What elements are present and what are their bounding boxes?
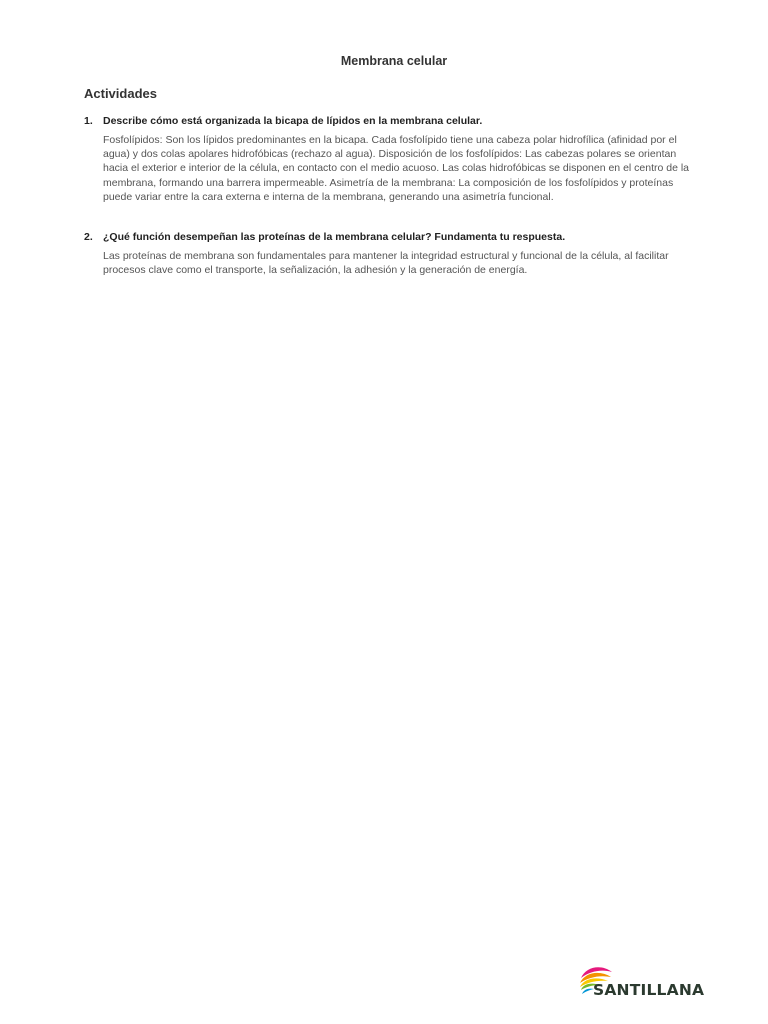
page-title: Membrana celular <box>340 54 448 68</box>
logo-wordmark: SANTILLANA <box>593 981 705 999</box>
activity-item <box>84 230 704 277</box>
activity-item <box>84 114 704 204</box>
activity-question <box>84 114 704 128</box>
activity-question-text: ¿Qué función desempeñan las proteínas de la membrana celular? Fundamenta tu respuesta. <box>103 231 566 243</box>
activity-question-text: Describe cómo está organizada la bicapa de lípidos en la membrana celular. <box>103 115 483 127</box>
activity-question <box>84 230 704 244</box>
santillana-logo <box>578 964 728 1004</box>
activity-number: 2. <box>84 231 93 243</box>
activity-answer: Fosfolípidos: Son los lípidos predominantes en la bicapa. Cada fosfolípido tiene una cabeza polar hidrofílica (afinidad por el agua) y dos colas apolares hidrofóbicas (rechazo al agua). Disposición de los fosfolípidos: Las cabezas polares se orientan hacia el exterior e interior de la célula, en contacto con el medio acuoso. Las colas hidrofóbicas se disponen en el centro de la membrana, formando una barrera impermeable. Asimetría de la membrana: La composición de los fosfolípidos y proteínas puede variar entre la cara externa e interna de la membrana, generando una asimetría funcional. <box>103 134 690 203</box>
activity-number: 1. <box>84 115 93 127</box>
activity-answer: Las proteínas de membrana son fundamentales para mantener la integridad estructural y funcional de la célula, al facilitar procesos clave como el transporte, la señalización, la adhesión y la generación de energía. <box>103 250 669 277</box>
section-heading: Actividades <box>84 86 157 101</box>
